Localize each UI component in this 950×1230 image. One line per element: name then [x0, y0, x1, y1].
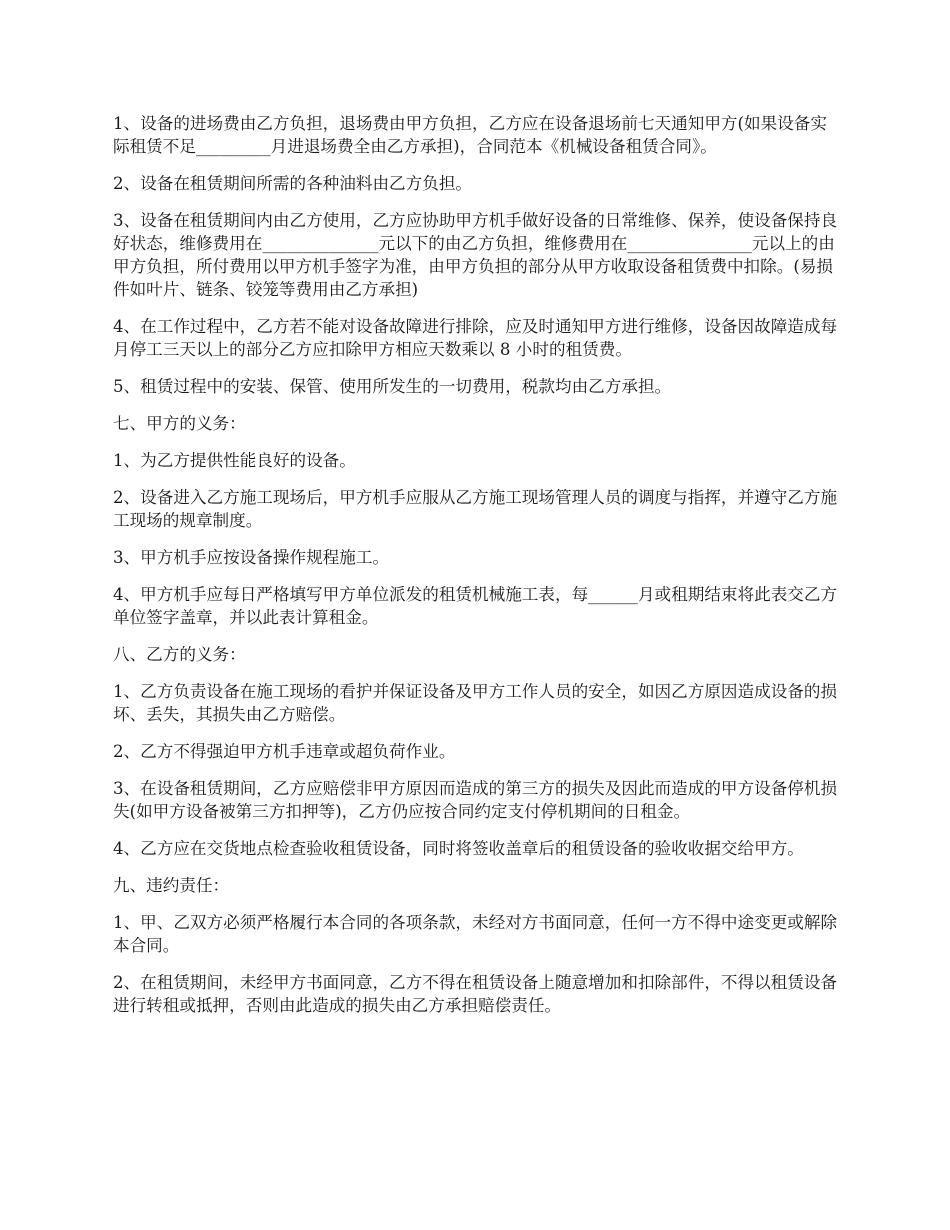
section-heading-party-b-obligations: 八、乙方的义务：: [113, 645, 246, 664]
paragraph-installation-costs: 5、租赁过程中的安装、保管、使用所发生的一切费用，税款均由乙方承担。: [113, 377, 672, 396]
paragraph-party-b-1: 1、乙方负责设备在施工现场的看护并保证设备及甲方工作人员的安全，如因乙方原因造成设备的损坏、丢失，其损失由乙方赔偿。: [113, 682, 838, 724]
paragraph-liability-1: 1、甲、乙双方必须严格履行本合同的各项条款，未经对方书面同意，任何一方不得中途变更或解除本合同。: [113, 913, 838, 955]
paragraph-party-a-4: 4、甲方机手应每日严格填写甲方单位派发的租赁机械施工表，每______月或租期结束将此表交乙方单位签字盖章，并以此表计算租金。: [113, 585, 838, 627]
paragraph-party-a-3: 3、甲方机手应按设备操作规程施工。: [113, 548, 390, 567]
paragraph-party-a-2: 2、设备进入乙方施工现场后，甲方机手应服从乙方施工现场管理人员的调度与指挥，并遵守乙方施工现场的规章制度。: [113, 488, 838, 530]
paragraph-fuel-cost: 2、设备在租赁期间所需的各种油料由乙方负担。: [113, 174, 473, 193]
paragraph-maintenance: 3、设备在租赁期间内由乙方使用，乙方应协助甲方机手做好设备的日常维修、保养，使设备保持良好状态，维修费用在______________元以下的由乙方负担，维修费用在_______________元以上的由甲方负担，所付费用以甲方机手签字为准，由甲方负担的部分从甲方收取设备租赁费中扣除。(易损件如叶片、链条、铰笼等费用由乙方承担): [113, 211, 838, 299]
paragraph-party-a-1: 1、为乙方提供性能良好的设备。: [113, 451, 356, 470]
paragraph-party-b-4: 4、乙方应在交货地点检查验收租赁设备，同时将签收盖章后的租赁设备的验收收据交给甲方。: [113, 839, 804, 858]
paragraph-party-b-2: 2、乙方不得强迫甲方机手违章或超负荷作业。: [113, 742, 456, 761]
paragraph-fault-repair: 4、在工作过程中，乙方若不能对设备故障进行排除，应及时通知甲方进行维修，设备因故障造成每月停工三天以上的部分乙方应扣除甲方相应天数乘以 8 小时的租赁费。: [113, 317, 838, 359]
section-heading-party-a-obligations: 七、甲方的义务：: [113, 414, 246, 433]
document-body: [113, 112, 843, 1031]
paragraph-equipment-entry-fee: 1、设备的进场费由乙方负担，退场费由甲方负担，乙方应在设备退场前七天通知甲方(如果设备实际租赁不足_________月进退场费全由乙方承担)，合同范本《机械设备租赁合同》。: [113, 114, 827, 156]
paragraph-liability-2: 2、在租赁期间，未经甲方书面同意，乙方不得在租赁设备上随意增加和扣除部件，不得以租赁设备进行转租或抵押，否则由此造成的损失由乙方承担赔偿责任。: [113, 973, 838, 1015]
section-heading-liability: 九、违约责任：: [113, 876, 230, 895]
paragraph-party-b-3: 3、在设备租赁期间，乙方应赔偿非甲方原因而造成的第三方的损失及因此而造成的甲方设备停机损失(如甲方设备被第三方扣押等)，乙方仍应按合同约定支付停机期间的日租金。: [113, 779, 838, 821]
